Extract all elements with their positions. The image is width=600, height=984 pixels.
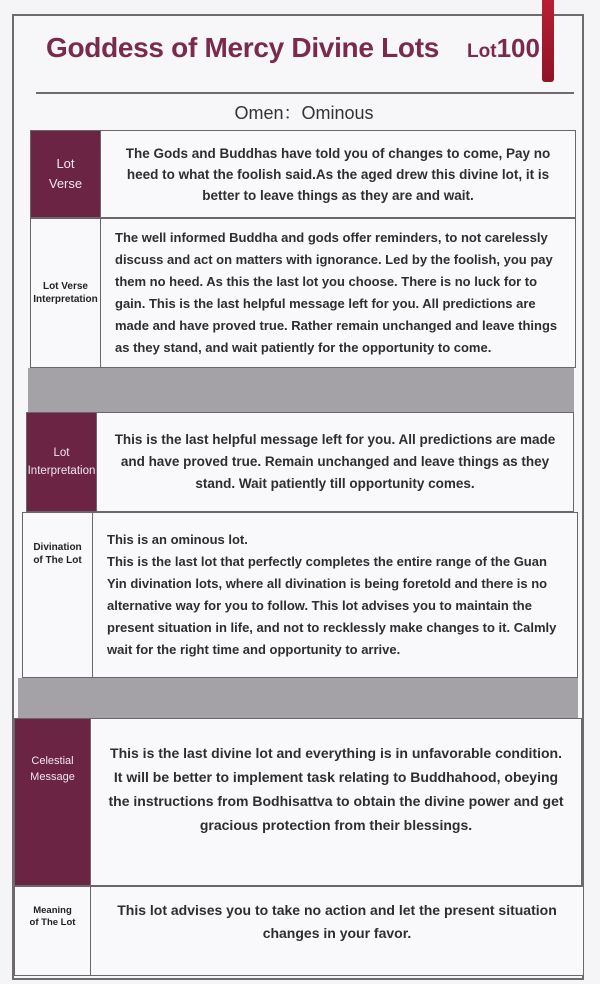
celestial-message-label-line1: Celestial <box>31 755 74 767</box>
divination-label-line1: Divination <box>33 542 82 553</box>
celestial-message-content <box>91 719 581 885</box>
lot-interpretation-label-line1: Lot <box>53 447 70 459</box>
section-lot-interpretation <box>26 412 574 512</box>
meaning-label-line2: of The Lot <box>29 917 76 928</box>
lot-verse-interpretation-content <box>101 219 575 367</box>
meaning-text: This lot advises you to take no action and let the present situation changes in your favor. <box>117 902 557 941</box>
meaning-label <box>15 887 91 975</box>
lot-verse-interpretation-text: The well informed Buddha and gods offer reminders, to not carelessly discuss and act on matters with ignorance. Led by the foolish, you pay them no heed. As this the last lot you choose. There is no luck for to gain. This is the last helpful message left for you. All predictions are made and have proved true. Rather remain unchanged and leave things as they stand, and wait patiently for the opportunity to come. <box>115 230 558 355</box>
lot-interpretation-content <box>97 413 573 511</box>
card-title: Goddess of Mercy Divine Lots <box>46 32 440 63</box>
section-divination-of-the-lot <box>22 512 578 678</box>
lot-verse-content <box>101 131 575 217</box>
grey-separator-bar-1 <box>28 368 574 414</box>
section-lot-verse-interpretation <box>30 218 576 368</box>
celestial-message-label-line2: Message <box>30 771 75 783</box>
divination-text: This is the last lot that perfectly completes the entire range of the Guan Yin divination lots, where all divination is being foretold and there is no alternative way for you to follow. This lot advises you to maintain the present situation in life, and not to recklessly make changes to it. Calmly wait for the right time and opportunity to arrive. <box>107 554 557 657</box>
red-tassel-decoration <box>542 0 554 82</box>
lot-verse-interpretation-label <box>31 219 101 367</box>
divination-text-intro: This is an ominous lot. <box>107 532 248 547</box>
lot-interpretation-text: This is the last helpful message left for you. All predictions are made and have proved true. Remain unchanged and leave things as they stand. Wait patiently till opportunity comes. <box>114 432 556 491</box>
section-lot-verse <box>30 130 576 218</box>
lot-verse-interpretation-label-line1: Lot Verse <box>42 281 88 292</box>
lot-verse-text: The Gods and Buddhas have told you of changes to come, Pay no heed to what the foolish said.As the aged drew this divine lot, it is better to leave things as they are and wait. <box>125 145 551 203</box>
lot-verse-label-line1: Lot <box>56 156 75 171</box>
lot-number: 100 <box>496 32 540 63</box>
lot-prefix: Lot <box>467 40 497 62</box>
divination-label <box>23 513 93 677</box>
meaning-content <box>91 887 583 975</box>
meaning-label-line1: Meaning <box>33 905 72 916</box>
lot-interpretation-label <box>27 413 97 511</box>
lot-interpretation-label-line2: Interpretation <box>27 465 96 477</box>
grey-separator-bar-2 <box>18 678 578 720</box>
lot-verse-interpretation-label-line2: Interpretation <box>33 294 98 305</box>
celestial-message-text: This is the last divine lot and everything is in unfavorable condition. It will be better to implement task relating to Buddhahood, obeying the instructions from Bodhisattva to obtain the divine power and get gracious protection from their blessings. <box>108 745 564 833</box>
lot-verse-label-line2: Verse <box>48 176 83 191</box>
card-header <box>24 10 544 86</box>
lot-number-label <box>467 33 540 64</box>
divination-label-line2: of The Lot <box>33 555 82 566</box>
section-meaning-of-the-lot <box>14 886 584 976</box>
section-celestial-message <box>14 718 582 886</box>
omen-line: Omen：Ominous <box>234 103 374 123</box>
celestial-message-label <box>15 719 91 885</box>
divination-content <box>93 513 577 677</box>
lot-verse-label <box>31 131 101 217</box>
